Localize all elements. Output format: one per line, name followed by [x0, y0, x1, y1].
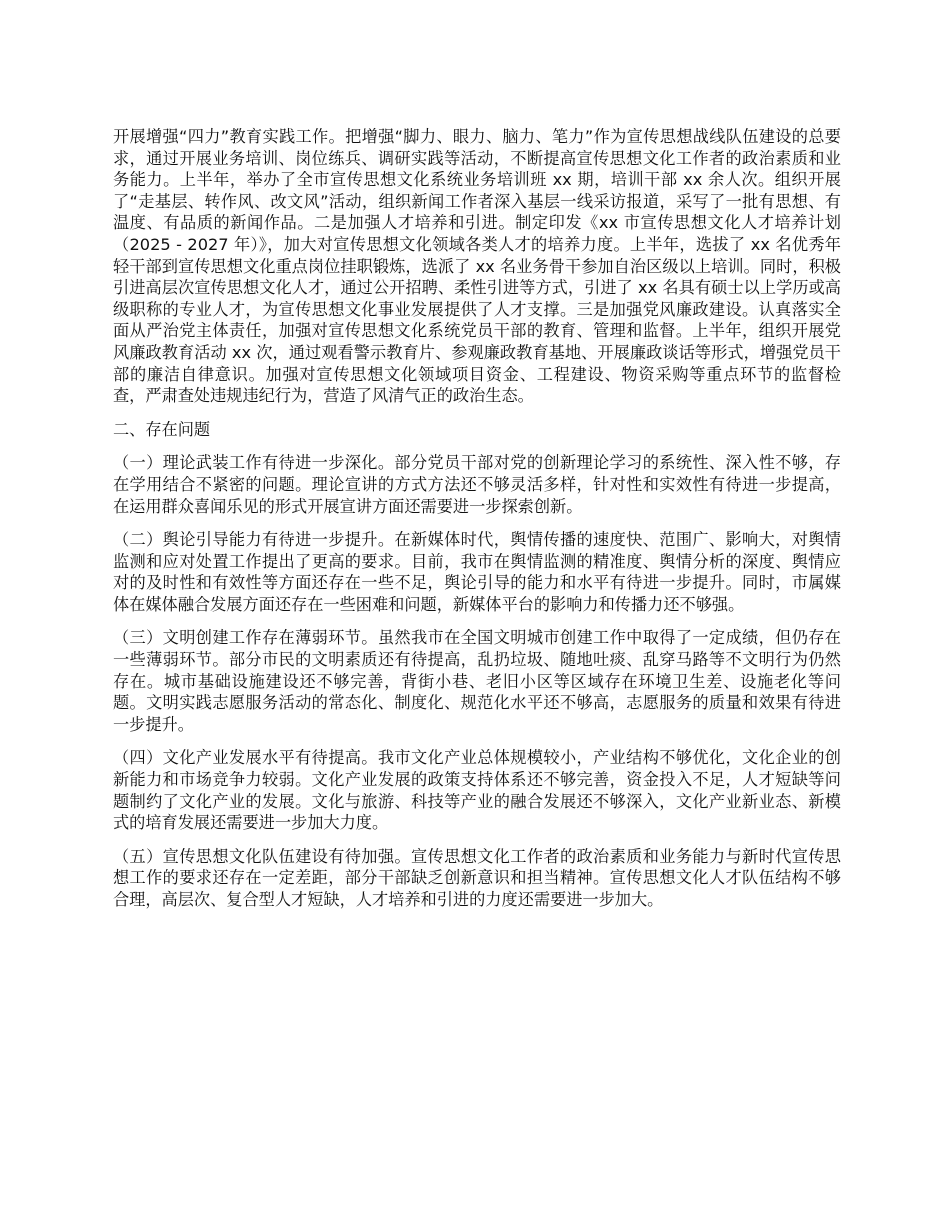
paragraph-problem-5: （五）宣传思想文化队伍建设有待加强。宣传思想文化工作者的政治素质和业务能力与新时代宣传思想工作的要求还存在一定差距，部分干部缺乏创新意识和担当精神。宣传思想文化人才队伍结构不够合理，高层次、复合型人才短缺，人才培养和引进的力度还需要进一步加大。 — [113, 846, 841, 909]
paragraph-talent-and-integrity: 开展增强“四力”教育实践工作。把增强“脚力、眼力、脑力、笔力”作为宣传思想战线队伍建设的总要求，通过开展业务培训、岗位练兵、调研实践等活动，不断提高宣传思想文化工作者的政治素质和业务能力。上半年，举办了全市宣传思想文化系统业务培训班 xx 期，培训干部 xx 余人次。组织开展了“走基层、转作风、改文风”活动，组织新闻工作者深入基层一线采访报道，采写了一批有思想、有温度、有品质的新闻作品。二是加强人才培养和引进。制定印发《xx 市宣传思想文化人才培养计划（2025 - 2027 年）》，加大对宣传思想文化领域各类人才的培养力度。上半年，选拔了 xx 名优秀年轻干部到宣传思想文化重点岗位挂职锻炼，选派了 xx 名业务骨干参加自治区级以上培训。同时，积极引进高层次宣传思想文化人才，通过公开招聘、柔性引进等方式，引进了 xx 名具有硕士以上学历或高级职称的专业人才，为宣传思想文化事业发展提供了人才支撑。三是加强党风廉政建设。认真落实全面从严治党主体责任，加强对宣传思想文化系统党员干部的教育、管理和监督。上半年，组织开展党风廉政教育活动 xx 次，通过观看警示教育片、参观廉政教育基地、开展廉政谈话等形式，增强党员干部的廉洁自律意识。加强对宣传思想文化领域项目资金、工程建设、物资采购等重点环节的监督检查，严肃查处违规违纪行为，营造了风清气正的政治生态。 — [113, 127, 841, 406]
paragraph-problem-4: （四）文化产业发展水平有待提高。我市文化产业总体规模较小，产业结构不够优化，文化企业的创新能力和市场竞争力较弱。文化产业发展的政策支持体系还不够完善，资金投入不足，人才短缺等问题制约了文化产业的发展。文化与旅游、科技等产业的融合发展还不够深入，文化产业新业态、新模式的培育发展还需要进一步加大力度。 — [113, 748, 841, 833]
paragraph-problem-1: （一）理论武装工作有待进一步深化。部分党员干部对党的创新理论学习的系统性、深入性不够，存在学用结合不紧密的问题。理论宣讲的方式方法还不够灵活多样，针对性和实效性有待进一步提高，在运用群众喜闻乐见的形式开展宣讲方面还需要进一步探索创新。 — [113, 453, 841, 516]
paragraph-problem-2: （二）舆论引导能力有待进一步提升。在新媒体时代，舆情传播的速度快、范围广、影响大，对舆情监测和应对处置工作提出了更高的要求。目前，我市在舆情监测的精准度、舆情分析的深度、舆情应对的及时性和有效性等方面还存在一些不足，舆论引导的能力和水平有待进一步提升。同时，市属媒体在媒体融合发展方面还存在一些困难和问题，新媒体平台的影响力和传播力还不够强。 — [113, 530, 841, 614]
section-heading-problems: 二、存在问题 — [113, 419, 211, 439]
document-page — [113, 126, 841, 923]
paragraph-problem-3: （三）文明创建工作存在薄弱环节。虽然我市在全国文明城市创建工作中取得了一定成绩，但仍存在一些薄弱环节。部分市民的文明素质还有待提高，乱扔垃圾、随地吐痰、乱穿马路等不文明行为仍然存在。城市基础设施建设还不够完善，背街小巷、老旧小区等区域存在环境卫生差、设施老化等问题。文明实践志愿服务活动的常态化、制度化、规范化水平还不够高，志愿服务的质量和效果有待进一步提升。 — [113, 628, 841, 734]
